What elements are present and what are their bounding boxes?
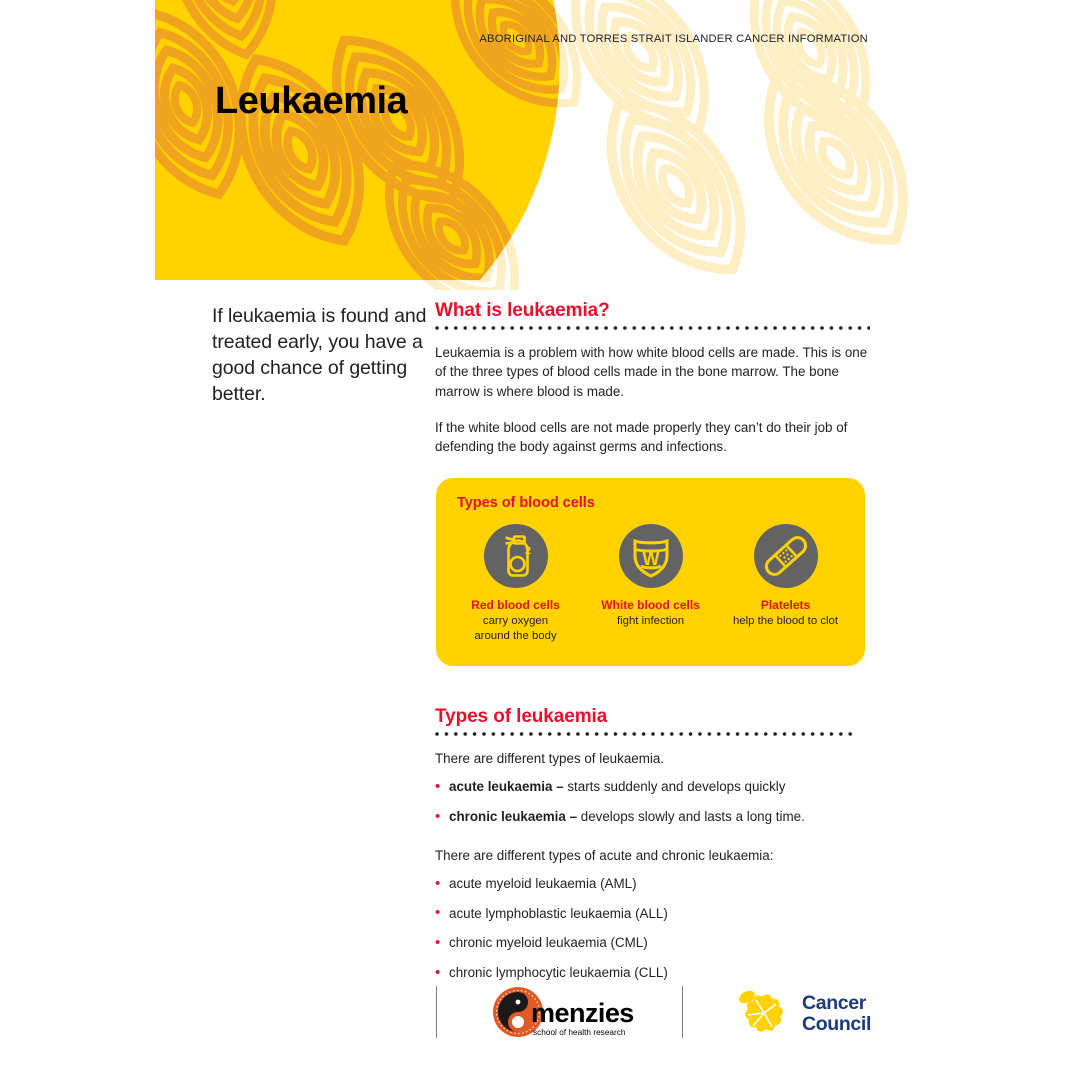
type-term: chronic leukaemia –: [449, 809, 581, 825]
what-is-paragraph-1: Leukaemia is a problem with how white blood cells are made. This is one of the three types of blood cells made in the bone marrow. The bone marrow is where blood is made.: [435, 344, 868, 400]
types-of-leukaemia-section: [435, 706, 857, 993]
blood-cell-item-red: [448, 524, 583, 643]
blood-cell-name: Red blood cells: [471, 598, 560, 612]
svg-text:2: 2: [524, 545, 531, 557]
blood-cell-item-white: [583, 524, 718, 643]
list-item: • acute myeloid leukaemia (AML): [435, 874, 857, 894]
list-item: • chronic lymphocytic leukaemia (CLL): [435, 963, 857, 983]
oxygen-tank-icon: [484, 524, 548, 588]
bandage-icon: [754, 524, 818, 588]
cc-line-1: Cancer: [802, 992, 867, 1014]
blood-cell-desc-line-1: carry oxygen: [482, 615, 549, 627]
publication-kicker: ABORIGINAL AND TORRES STRAIT ISLANDER CANCER INFORMATION: [479, 33, 868, 45]
blood-cell-desc-line-2: around the body: [474, 629, 557, 642]
subtypes-list: [435, 874, 857, 982]
cc-line-2: Council: [802, 1012, 872, 1035]
types-intro: There are different types of leukaemia.: [435, 750, 665, 766]
cancer-council-logo: [731, 982, 881, 1044]
blood-cells-card: [436, 478, 865, 666]
menzies-logo: [487, 984, 634, 1042]
page-title: Leukaemia: [215, 80, 408, 122]
list-item: • acute lymphoblastic leukaemia (ALL): [435, 904, 857, 924]
type-detail: develops slowly and lasts a long time.: [580, 809, 805, 825]
section-heading-what-is: What is leukaemia?: [435, 300, 610, 321]
menzies-tagline: school of health research: [533, 1028, 626, 1037]
cancer-council-wordmark: [802, 993, 871, 1034]
dotted-divider: [435, 732, 857, 736]
blood-cell-item-platelets: [718, 524, 853, 643]
cancer-council-flower-icon: [731, 982, 797, 1044]
blood-cell-list: [448, 524, 853, 643]
menzies-wordmark: menzies: [531, 998, 634, 1028]
blood-cell-name: Platelets: [760, 598, 811, 612]
footer-divider-right: [682, 986, 683, 1038]
blood-cell-description: [448, 614, 583, 643]
list-item: [435, 807, 857, 827]
subtypes-intro: There are different types of acute and chronic leukaemia:: [435, 847, 774, 863]
page-footer: [0, 970, 1080, 1080]
type-term: acute leukaemia –: [449, 779, 568, 795]
page-header: [0, 0, 1080, 290]
blood-cell-name: White blood cells: [601, 598, 700, 612]
card-title: Types of blood cells: [457, 495, 595, 511]
dotted-divider: [435, 326, 870, 330]
blood-cell-description: help the blood to clot: [732, 615, 839, 627]
shield-w-icon: [619, 524, 683, 588]
footer-divider-left: [436, 986, 437, 1038]
blood-cell-description: fight infection: [616, 615, 685, 627]
lead-statement: If leukaemia is found and treated early, you have a good chance of getting better.: [212, 305, 427, 405]
what-is-leukaemia-section: [435, 300, 870, 457]
list-item: • chronic myeloid leukaemia (CML): [435, 933, 857, 953]
main-types-list: [435, 777, 857, 826]
subtypes-block: [435, 846, 857, 983]
svg-text:W: W: [642, 549, 659, 569]
section-heading-types: Types of leukaemia: [435, 706, 608, 727]
type-detail: starts suddenly and develops quickly: [567, 779, 786, 795]
list-item: [435, 777, 857, 797]
what-is-paragraph-2: If the white blood cells are not made properly they can’t do their job of defending the body against germs and infections.: [435, 419, 848, 455]
